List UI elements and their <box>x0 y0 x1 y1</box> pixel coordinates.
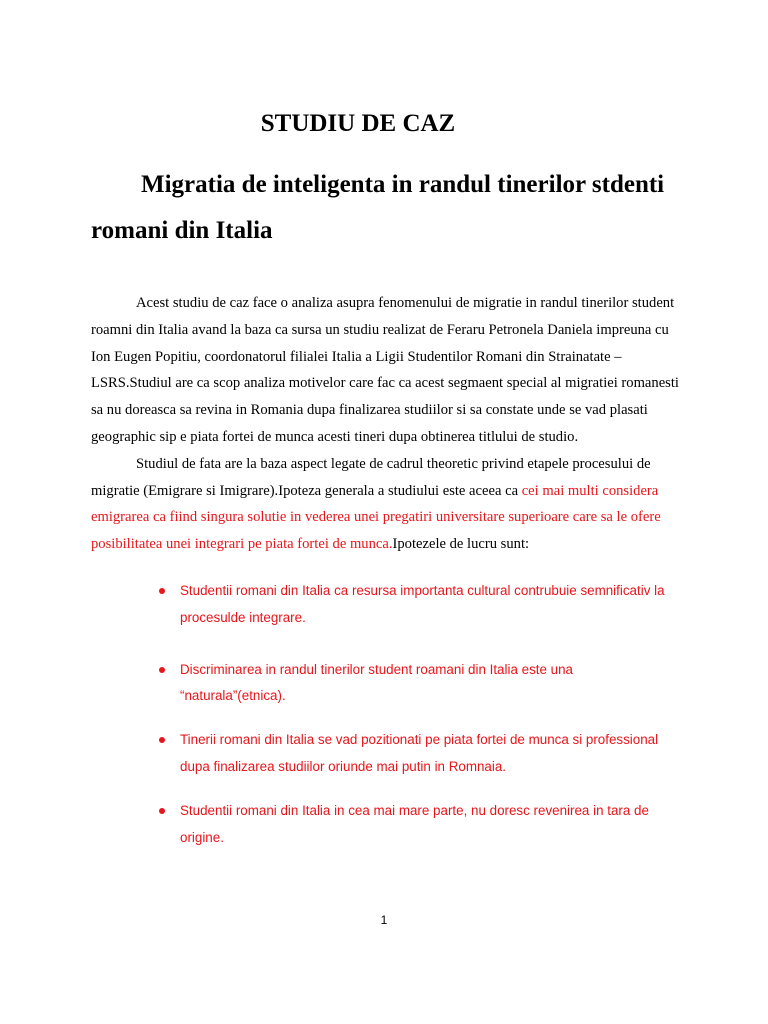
list-item <box>91 727 681 781</box>
bullet-icon <box>159 588 165 594</box>
list-item-text: Studentii romani din Italia in cea mai mare parte, nu doresc revenirea in tara de origine. <box>180 802 649 845</box>
paragraph-2-highlight: cei mai multi considera emigrarea ca fiind singura solutie in vederea unei pregatiri universitare superioare care sa le ofere posibilitatea unei integrari pe piata fortei de munca. <box>91 482 661 553</box>
document-title: STUDIU DE CAZ <box>260 110 456 137</box>
list-item <box>91 578 681 632</box>
bullet-icon <box>159 667 165 673</box>
paragraph-1: Acest studiu de caz face o analiza asupra fenomenului de migratie in randul tinerilor student roamni din Italia avand la baza ca sursa un studiu realizat de Feraru Petronela Daniela impreuna cu Ion Eugen Popitiu, coordonatorul filialei Italia a Ligii Studentilor Romani din Strainatate –LSRS.Studiul are ca scop analiza motivelor care fac ca acest segmaent special al migratiei romanesti sa nu doreasca sa revina in Romania dupa finalizarea studiilor si sa constate unde se vad plasati geographic sip e piata fortei de munca acesti tineri dupa obtinerea titlului de studio. <box>91 295 679 445</box>
body-text <box>91 290 681 558</box>
hypotheses-list <box>91 578 681 851</box>
bullet-icon <box>159 808 165 814</box>
paragraph-2-end: Ipotezele de lucru sunt: <box>392 536 530 553</box>
document-subtitle <box>91 162 711 254</box>
subtitle-line-2: romani din Italia <box>91 217 273 244</box>
page-number: 1 <box>380 913 388 927</box>
list-item-text: Discriminarea in randul tinerilor student roamani din Italia este una “naturala”(etnica). <box>180 661 573 704</box>
list-item-text: Studentii romani din Italia ca resursa importanta cultural contrubuie semnificativ la procesulde integrare. <box>180 583 665 625</box>
bullet-icon <box>159 737 165 743</box>
paragraph-2 <box>91 451 681 558</box>
list-item <box>91 798 681 852</box>
list-item <box>91 657 681 711</box>
paragraph-2-start: Studiul de fata are la baza aspect legate de cadrul theoretic privind etapele procesului de migratie (Emigrare si Imigrare).Ipoteza generala a studiului este aceea ca <box>91 455 651 499</box>
subtitle-line-1: Migratia de inteligenta in randul tinerilor stdenti <box>141 171 665 198</box>
list-item-text: Tinerii romani din Italia se vad pozitionati pe piata fortei de munca si professional dupa finalizarea studiilor oriunde mai putin in Romnaia. <box>180 732 659 774</box>
